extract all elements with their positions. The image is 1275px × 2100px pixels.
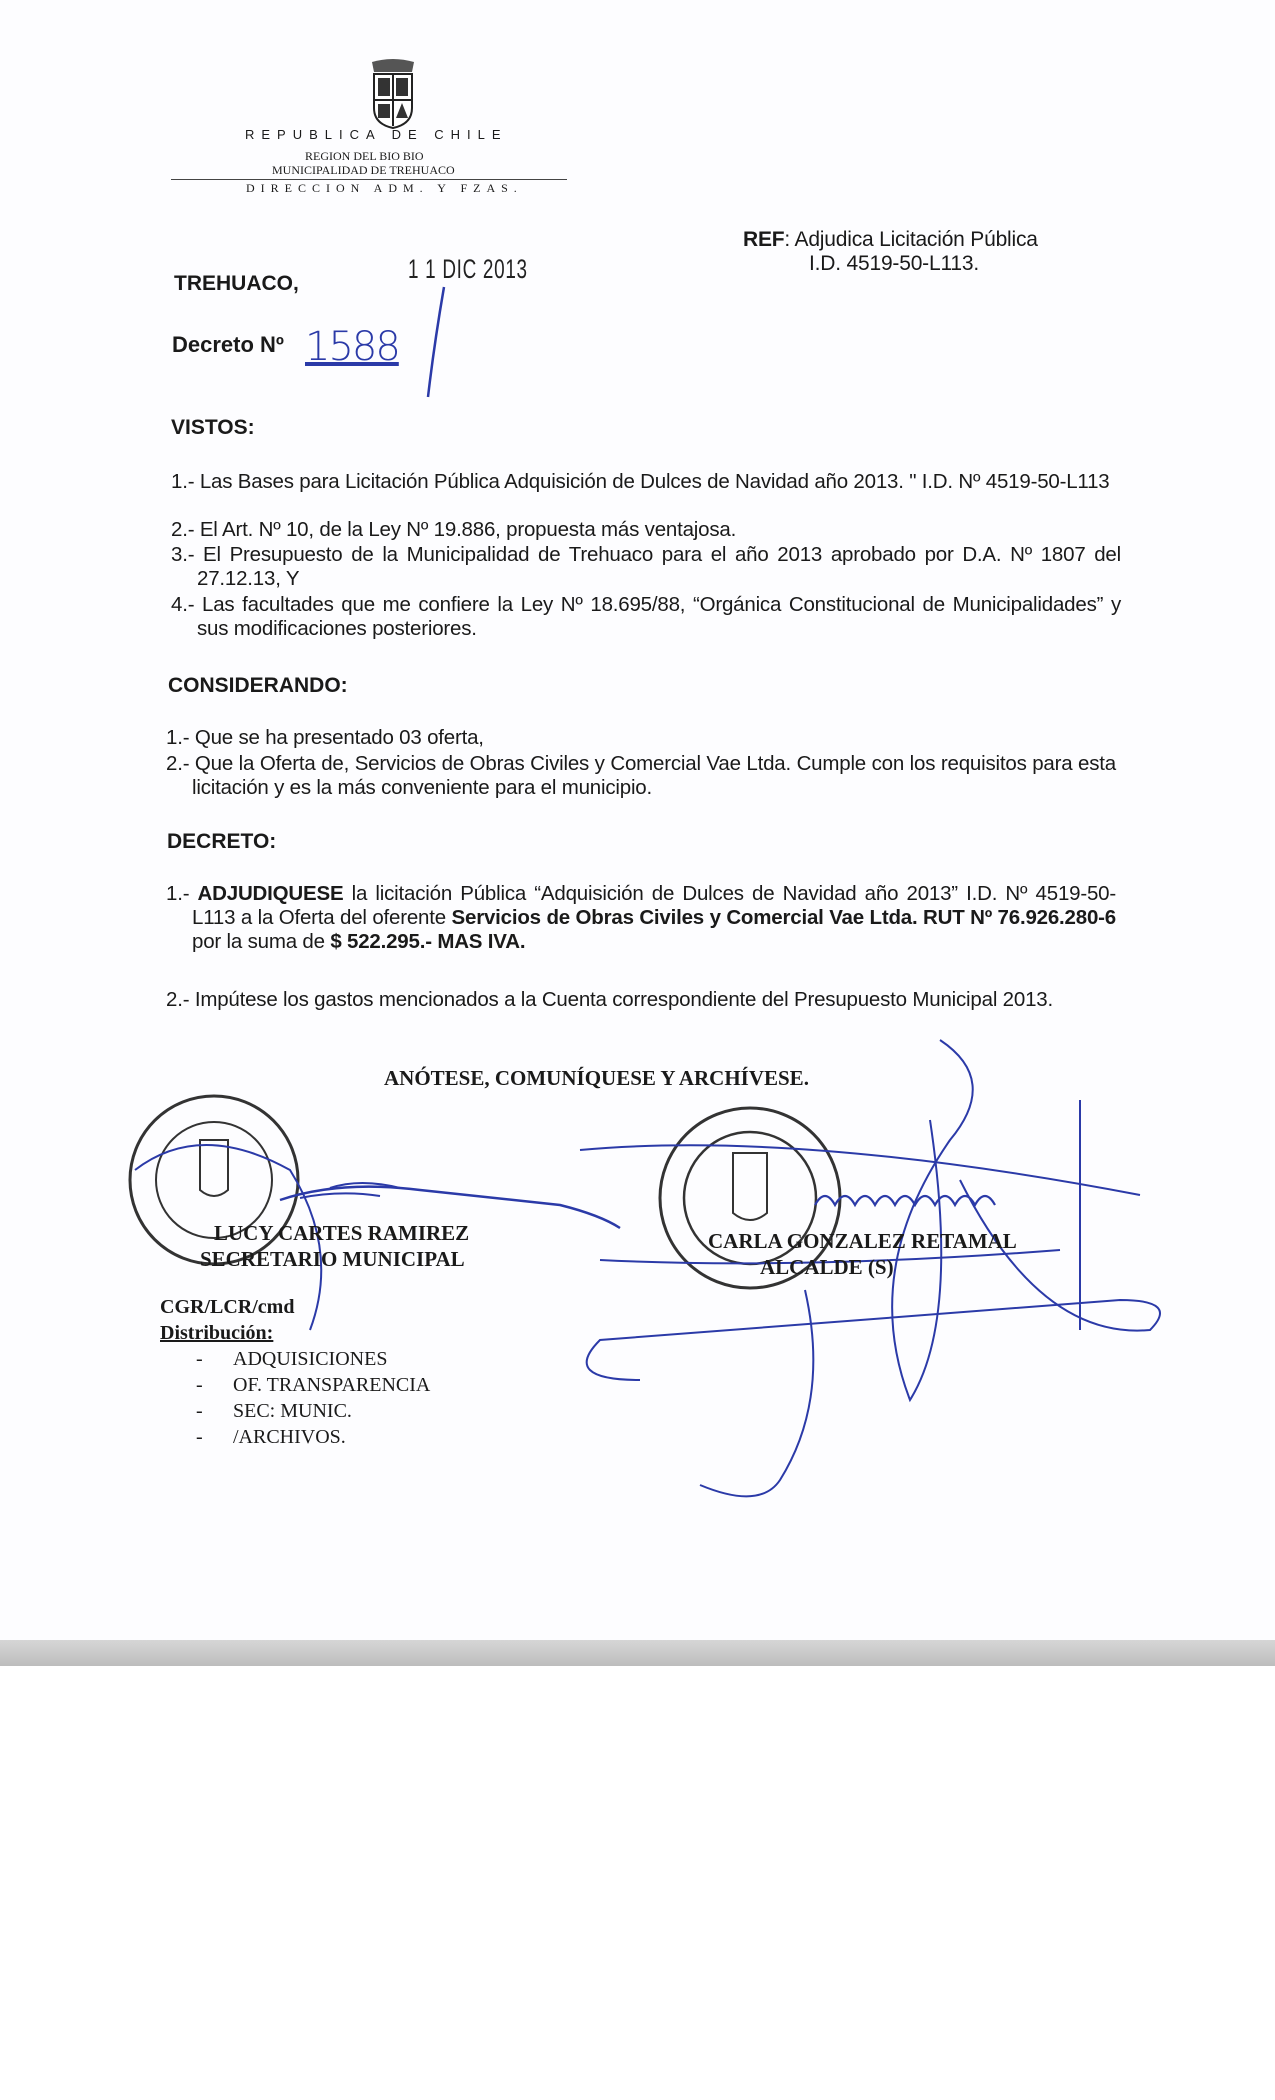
page-bottom-edge (0, 1640, 1275, 1666)
adjudiquese-keyword: ADJUDIQUESE (197, 882, 344, 905)
header-divider (171, 179, 567, 180)
vistos-item: 2.- El Art. Nº 10, de la Ley Nº 19.886, propuesta más ventajosa. (171, 518, 737, 541)
mayor-role: ALCALDE (S) (760, 1255, 894, 1279)
decreto-title: DECRETO: (167, 830, 277, 853)
item-text: por la suma de (192, 930, 331, 953)
distribution-item: - /ARCHIVOS. (196, 1426, 346, 1448)
ref-id: I.D. 4519-50-L113. (809, 252, 979, 275)
distribution-item-label: ADQUISICIONES (233, 1348, 388, 1370)
considerando-item: 2.- Que la Oferta de, Servicios de Obras Civiles y Comercial Vae Ltda. Cumple con los requisitos para esta licitación y es la más conveniente para el municipio. (166, 752, 1116, 799)
distribution-item: - ADQUISICIONES (196, 1348, 388, 1370)
item-number: 1.- (166, 882, 198, 905)
distribution-item: - SEC: MUNIC. (196, 1400, 352, 1422)
mayor-name: CARLA GONZALEZ RETAMAL (708, 1229, 1017, 1253)
considerando-item: 1.- Que se ha presentado 03 oferta, (166, 726, 484, 749)
secretary-role: SECRETARIO MUNICIPAL (200, 1247, 465, 1271)
region-label: REGION DEL BIO BIO (305, 149, 424, 163)
date-stamp: 1 1 DIC 2013 (408, 254, 528, 284)
decree-number: 1588 (305, 324, 399, 370)
vistos-title: VISTOS: (171, 416, 255, 439)
distribution-item-label: /ARCHIVOS. (233, 1426, 346, 1448)
award-amount: $ 522.295.- MAS IVA. (330, 930, 526, 953)
decree-label: Decreto Nº (172, 332, 284, 357)
municipality-label: MUNICIPALIDAD DE TREHUACO (272, 163, 455, 177)
vistos-item: 3.- El Presupuesto de la Municipalidad de Trehuaco para el año 2013 aprobado por D.A. Nº 1807 del 27.12.13, Y (171, 543, 1121, 590)
decreto-item-2: 2.- Impútese los gastos mencionados a la Cuenta correspondiente del Presupuesto Municipal 2013. (166, 988, 1053, 1011)
distribution-item: - OF. TRANSPARENCIA (196, 1374, 431, 1396)
distribution-item-label: SEC: MUNIC. (233, 1400, 352, 1422)
vistos-item: 4.- Las facultades que me confiere la Ley Nº 18.695/88, “Orgánica Constitucional de Municipalidades” y sus modificaciones posteriores. (171, 593, 1121, 640)
awardee: Servicios de Obras Civiles y Comercial Vae Ltda. RUT Nº 76.926.280-6 (451, 906, 1116, 929)
ref-subject: : Adjudica Licitación Pública (784, 228, 1038, 251)
country-label: REPUBLICA DE CHILE (245, 127, 508, 142)
item-text: la licitación Pública “Adquisición de Dulces de Navidad año 2013” I.D. Nº 4519-50-L113 a la Oferta del oferente (192, 882, 1116, 929)
distribution-item-label: OF. TRANSPARENCIA (233, 1374, 431, 1396)
considerando-title: CONSIDERANDO: (168, 674, 348, 697)
ref-label: REF (743, 228, 785, 251)
secretary-name: LUCY CARTES RAMIREZ (214, 1221, 470, 1245)
decree-slash-mark (420, 285, 450, 400)
department-label: DIRECCION ADM. Y FZAS. (246, 181, 523, 195)
vistos-item: 1.- Las Bases para Licitación Pública Adquisición de Dulces de Navidad año 2013. " I.D. Nº 4519-50-L113 (171, 470, 1110, 493)
ref-block (743, 228, 1038, 276)
place-label: TREHUACO, (174, 272, 299, 295)
closing-formula: ANÓTESE, COMUNÍQUESE Y ARCHÍVESE. (384, 1066, 809, 1090)
coat-of-arms-logo (366, 58, 420, 130)
decreto-item-1 (166, 882, 1116, 954)
initials: CGR/LCR/cmd (160, 1296, 295, 1318)
distribution-title: Distribución: (160, 1322, 274, 1344)
